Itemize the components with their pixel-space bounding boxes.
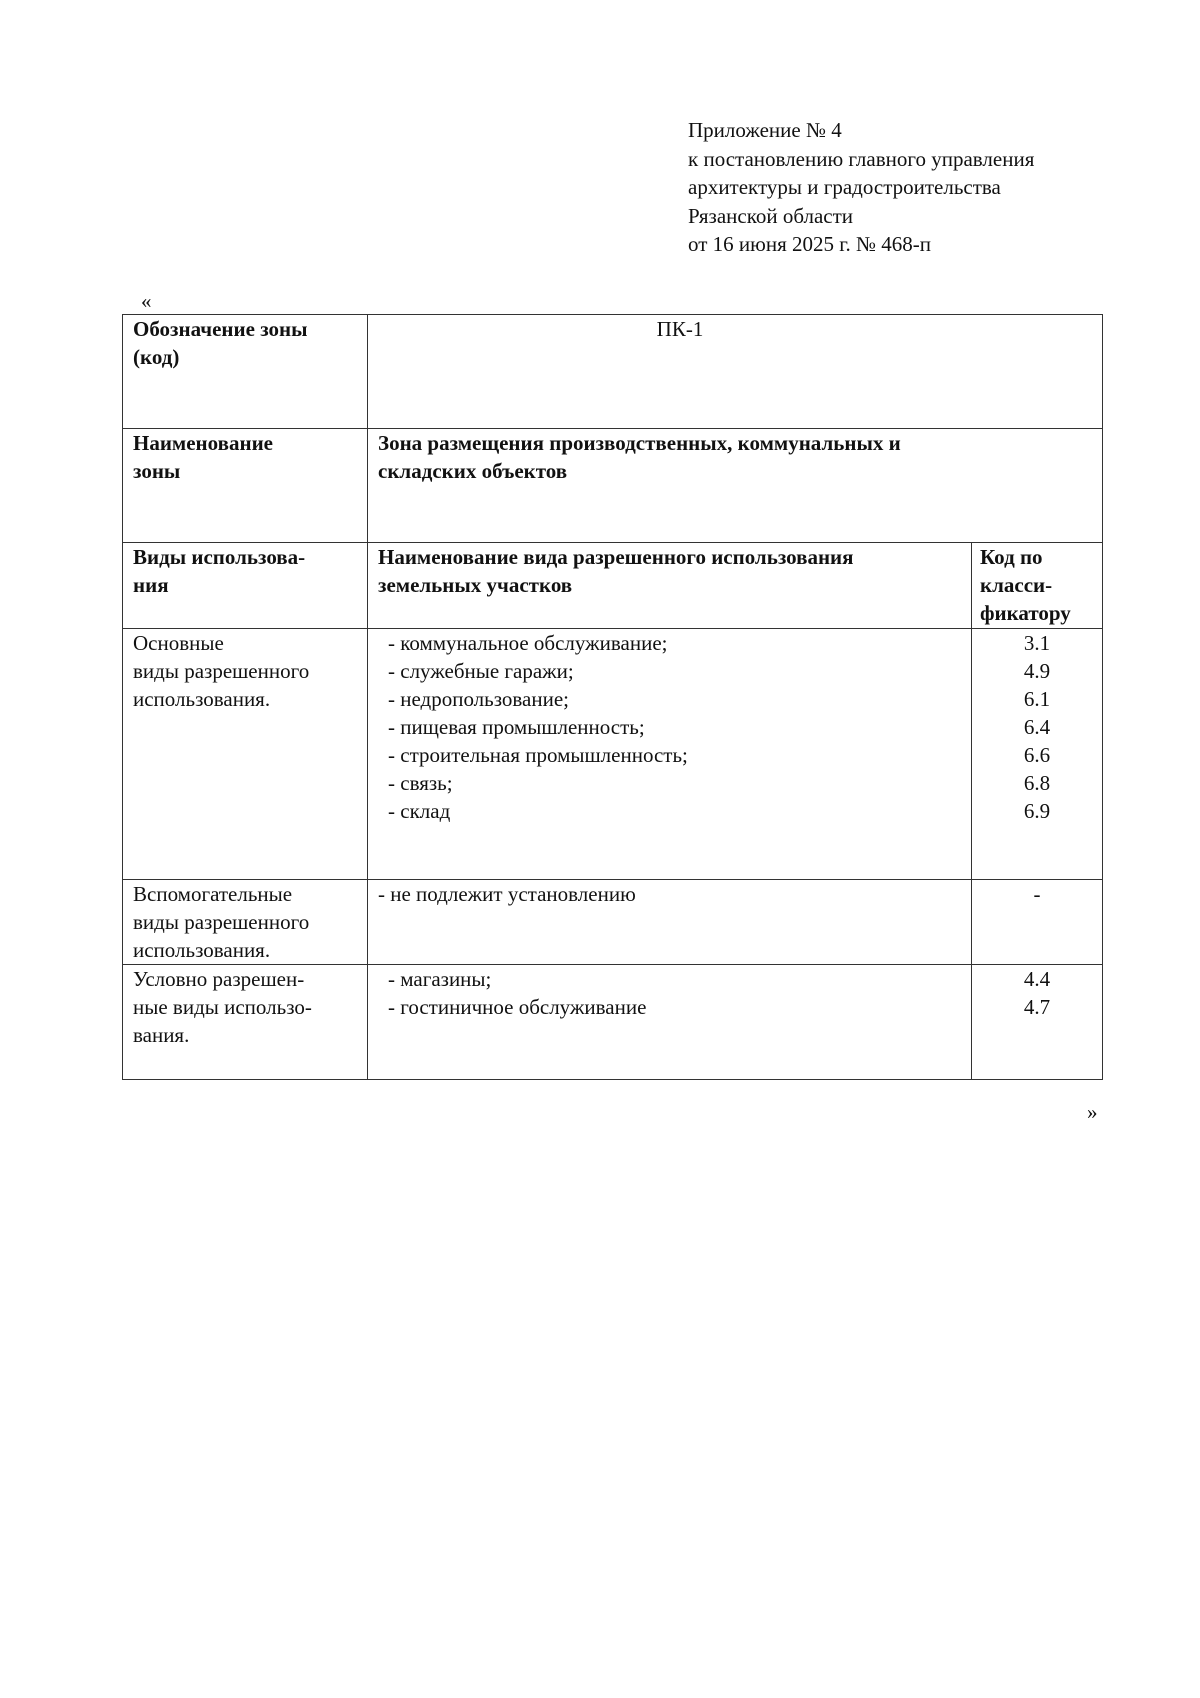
header-line: ния bbox=[133, 573, 169, 597]
classifier-code: 6.6 bbox=[1023, 743, 1051, 767]
usage-items-conditional bbox=[368, 965, 972, 1080]
list-item: - недропользование; bbox=[388, 687, 569, 711]
table-row bbox=[123, 629, 1103, 880]
header-classifier-code bbox=[972, 543, 1103, 629]
annex-line: архитектуры и градостроительства bbox=[688, 175, 1001, 199]
header-line: Код по bbox=[980, 545, 1043, 569]
zone-code-label-line: Обозначение зоны bbox=[133, 317, 308, 341]
usage-type-line: виды разрешенного bbox=[133, 910, 310, 934]
annex-line: Рязанской области bbox=[688, 203, 854, 228]
closing-quote: » bbox=[1087, 1100, 1098, 1124]
zone-code-label bbox=[123, 315, 368, 429]
usage-items-main bbox=[368, 629, 972, 880]
list-item: - коммунальное обслуживание; bbox=[388, 631, 668, 655]
usage-type-line: Условно разрешен- bbox=[133, 967, 305, 991]
table-header-row bbox=[123, 543, 1103, 629]
table-row bbox=[123, 965, 1103, 1080]
classifier-code: 4.4 bbox=[1023, 967, 1051, 991]
usage-codes-auxiliary bbox=[972, 880, 1103, 965]
usage-codes-main bbox=[972, 629, 1103, 880]
classifier-code: 6.8 bbox=[1023, 771, 1051, 795]
header-line: земельных участков bbox=[378, 573, 573, 597]
header-usage-name bbox=[368, 543, 972, 629]
usage-codes-conditional bbox=[972, 965, 1103, 1080]
table-row bbox=[123, 429, 1103, 543]
header-line: Виды использова- bbox=[133, 545, 306, 569]
classifier-code: 3.1 bbox=[1023, 631, 1051, 655]
usage-type-line: вания. bbox=[133, 1023, 190, 1047]
annex-line: Приложение № 4 bbox=[688, 118, 842, 142]
annex-line: к постановлению главного управления bbox=[688, 146, 1035, 171]
header-line: фикатору bbox=[980, 601, 1071, 625]
list-item: - гостиничное обслуживание bbox=[388, 995, 647, 1019]
zone-code-value: ПК-1 bbox=[368, 315, 1103, 429]
zone-name-value-line: Зона размещения производственных, коммунальных и bbox=[378, 431, 901, 455]
usage-type-main bbox=[123, 629, 368, 880]
zone-name-value-line: складских объектов bbox=[378, 459, 568, 483]
zone-name-label bbox=[123, 429, 368, 543]
header-usage-types bbox=[123, 543, 368, 629]
list-item: - служебные гаражи; bbox=[388, 659, 574, 683]
zone-table bbox=[122, 314, 1103, 1080]
usage-type-line: Вспомогательные bbox=[133, 882, 293, 906]
usage-type-line: использования. bbox=[133, 687, 271, 711]
classifier-code: 6.9 bbox=[1023, 799, 1051, 823]
classifier-code: - bbox=[1033, 882, 1041, 906]
annex-line: от 16 июня 2025 г. № 468-п bbox=[688, 232, 931, 256]
zone-name-label-line: Наименование bbox=[133, 431, 273, 455]
list-item: - пищевая промышленность; bbox=[388, 715, 645, 739]
table-row bbox=[123, 880, 1103, 965]
usage-type-line: ные виды использо- bbox=[133, 995, 312, 1019]
classifier-code: 6.1 bbox=[1023, 687, 1051, 711]
annex-header bbox=[688, 116, 1034, 259]
list-item: - склад bbox=[388, 799, 451, 823]
usage-items-auxiliary bbox=[368, 880, 972, 965]
classifier-code: 4.7 bbox=[1023, 995, 1051, 1019]
list-item: - не подлежит установлению bbox=[378, 882, 636, 906]
usage-type-line: Основные bbox=[133, 631, 224, 655]
usage-type-line: использования. bbox=[133, 938, 271, 962]
usage-type-conditional bbox=[123, 965, 368, 1080]
opening-quote: « bbox=[141, 289, 152, 313]
zone-name-label-line: зоны bbox=[133, 459, 181, 483]
zone-code-label-line: (код) bbox=[133, 345, 180, 369]
header-line: класси- bbox=[980, 573, 1053, 597]
usage-type-line: виды разрешенного bbox=[133, 659, 310, 683]
list-item: - строительная промышленность; bbox=[388, 743, 688, 767]
list-item: - связь; bbox=[388, 771, 453, 795]
classifier-code: 6.4 bbox=[1023, 715, 1051, 739]
table-row bbox=[123, 315, 1103, 429]
zone-name-value bbox=[368, 429, 1103, 543]
usage-type-auxiliary bbox=[123, 880, 368, 965]
header-line: Наименование вида разрешенного использования bbox=[378, 545, 854, 569]
list-item: - магазины; bbox=[388, 967, 492, 991]
classifier-code: 4.9 bbox=[1023, 659, 1051, 683]
